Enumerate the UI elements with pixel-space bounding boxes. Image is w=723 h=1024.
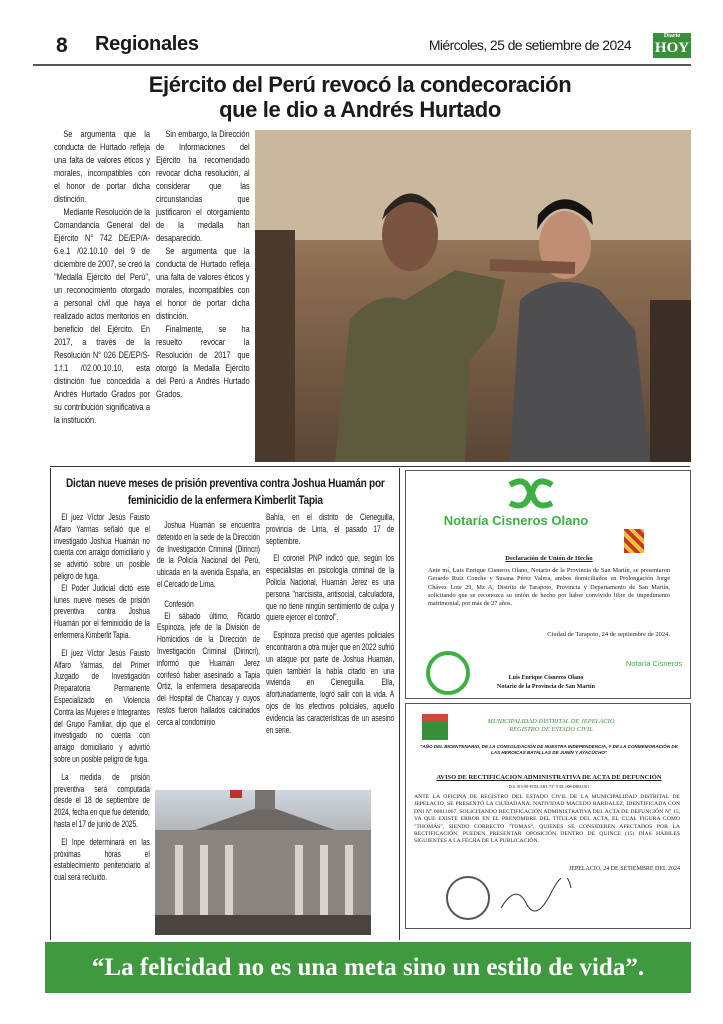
year-motto: "AÑO DEL BICENTENARIO, DE LA CONSOLIDACIÓN DE NUESTRA INDEPENDENCIA, Y DE LA CONMEMORACIÓN DE LAS HEROICAS BATALLAS DE JUNÍN Y AYACUCHO": [420, 744, 678, 755]
header-rule: [33, 64, 691, 66]
story1-column-2: [156, 128, 250, 401]
paragraph: El Poder Judicial dictó este lunes nueve meses de prisión preventiva contra Joshua Huamán por el feminicidio de la enfermera Kimberlit Tapia.: [54, 582, 150, 640]
notice-place-date: JEPELACIO, 24 DE SETIEMBRE DEL 2024: [568, 866, 680, 872]
org-line: MUNICIPALIDAD DISTRITAL DE JEPELACIO: [487, 718, 615, 725]
headline-line: Ejército del Perú revocó la condecoración: [148, 72, 572, 97]
signature-icon: [496, 878, 576, 918]
municipal-notice: [405, 703, 691, 929]
paragraph: Sin embargo, la Dirección de Informaciones del Ejército ha recomendado revocar dicha resolución, al considerar que las circunstancias que justificaron el otorgamiento de la medalla han desaparecido.: [156, 129, 250, 244]
paragraph: El juez Víctor Jesús Fausto Alfaro Yarmas, del Primer Juzgado de Investigación Preparatoria Permanente Especializado en Violencia Contra las Mujeres e Integrantes del Grupo Familiar, dijo que el investigado no cuenta con arraigo domiciliario y advirtió sobre un posible peligro de fuga.: [54, 647, 150, 764]
registry-seal-icon: [446, 876, 490, 920]
paragraph: El sábado último, Ricardo Espinoza, jefe de la División de Homicidios de la Dirección de Investigación Criminal (Dirincri), informó que Huamán Jerez confesó haber asesinado a Tapia Ortiz, la enfermera desaparecida del Hospital de Chancay y cuyos restos fueron hallados calcinados cerca al condominio: [157, 610, 260, 727]
issue-date: Miércoles, 25 de setiembre de 2024: [428, 37, 631, 53]
story1-headline: [100, 72, 620, 122]
subheading: Confesión: [164, 598, 194, 609]
paragraph: El Inpe determinará en las próximas horas el establecimiento penitenciario al cual será recluido.: [54, 836, 150, 883]
notice-title: Declaración de Unión de Hecho: [505, 555, 593, 562]
notice-body: Ante mí, Luis Enrique Cisneros Olano, Notario de la Provincia de San Martín, se presentaron Gerardo Ruiz Conche y Susana Pérez Valera, ambos domiciliados en Prolongación Jorge Chávez Lote 29, Mz A, Distrito de Tarapoto, Provincia y Departamento de San Martín, solicitando que se reconozca su unión de hecho por haber convivido libre de impedimento matrimonial, por más de 27 años.: [428, 567, 670, 608]
paragraph: Se argumenta que la conducta de Hurtado refleja una falta de valores éticos y morales, incompatibles con el honor de portar dicha distinción.: [54, 129, 150, 205]
notary-brand: Notaría Cisneros Olano: [443, 513, 589, 528]
paragraph: Finalmente, se ha resuelto revocar la Resolución de 2017 que otorgó la Medalla Ejército del Perú a Andrés Hurtado Grados.: [156, 324, 250, 400]
story2-headline: Dictan nueve meses de prisión preventiva contra Joshua Huamán por feminicidio de la enfermera Kimberlit Tapia: [65, 476, 385, 507]
paragraph: La medida de prisión preventiva será computada desde el 18 de septiembre de 2024, fecha en que fue detenido, hasta el 17 de junio de 2025.: [54, 771, 150, 829]
notice-body: ANTE LA OFICINA DE REGISTRO DEL ESTADO CIVIL DE LA MUNICIPALIDAD DISTRITAL DE JEPELACIO, SE PRESENTÓ LA CIUDADANA: NATIVIDAD MACEDO BARDALEZ, IDENTIFICADA CON DNI N° 00811067, SOLICITANDO RECTIFICACIÓN ADMINISTRATIVA DEL ACTA DE DEFUNCIÓN N° 15, YA QUE EXISTE ERROR EN EL PRENOMBRE DEL TITULAR DEL ACTA, EL CUAL FIGURA COMO "THOMÁS", SIENDO CORRECTO "TOMAS", QUIENES SE CONSIDEREN AFECTADOS POR LA RECTIFICACIÓN, PUEDEN PRESENTAR OPOSICIÓN DENTRO DE QUINCE (15) DÍAS HÁBILES SIGUIENTES A LA FECHA DE LA PUBLICACIÓN.: [414, 794, 680, 845]
signer-name: Luis Enrique Cisneros Olano: [508, 675, 584, 681]
notice-place-date: Ciudad de Tarapoto, 24 de septiembre de 2024.: [547, 631, 670, 638]
municipal-emblem-icon: [422, 714, 448, 740]
notice-title: AVISO DE RECTIFICACION ADMINISTRATIVA DE ACTA DE DEFUNCIÓN: [436, 774, 662, 781]
page-number: 8: [56, 34, 68, 57]
notary-notice: [405, 470, 691, 699]
story2-column-1: [54, 512, 150, 890]
building-illustration: [155, 790, 371, 935]
quote-banner: “La felicidad no es una meta sino un estilo de vida”.: [45, 942, 691, 993]
municipality-name: [451, 718, 651, 734]
paragraph: El coronel PNP indicó que, según los especialistas en psicología criminal de la Policía Nacional, Huamán Jerez es una persona "narcisista, antisocial, calculadora, que no tiene ningún sentimiento de culpa y quiere ejercer el control".: [266, 553, 395, 623]
ceremony-photo-illustration: [255, 130, 691, 462]
paragraph: Joshua Huamán se encuentra detenido en la sede de la Dirección de Investigación Criminal (Dirincri) de la Policía Nacional del Perú, ubicada en la avenida España, en el Cercado de Lima.: [157, 520, 260, 589]
section-name: Regionales: [95, 33, 199, 55]
newspaper-logo: [653, 33, 691, 58]
signer-title: Notario de la Provincia de San Martín: [497, 684, 595, 690]
story1-column-1: [54, 128, 150, 427]
legal-reference: D.S. 015-98-PCM, ART. 73° Y DL 008-DIRCO01: [508, 784, 590, 789]
notary-stamp-text: Notaría Cisneros: [625, 659, 683, 668]
logo-small-text: Diario: [663, 33, 681, 39]
paragraph: Se argumenta que la conducta de Hurtado refleja una falta de valores éticos y morales, incompatibles con el honor de portar dicha distinción.: [156, 246, 250, 322]
story2-column-2: [157, 520, 260, 735]
story2-column-3: [266, 512, 394, 742]
logo-main-text: HOY: [654, 40, 690, 56]
notary-logo-icon: [506, 477, 556, 511]
paragraph: Espinoza precisó que agentes policiales encontraron a otra mujer que en 2022 sufrió un ataque por parte de Joshua Huamán, quien también la había citado en una vivienda en Cieneguilla. Ella, afortunadamente, logró salir con la vida. A ojos de los efectivos policiales, aquello evidencia las características de un asesino en serie.: [266, 630, 395, 735]
org-line: REGISTRO DE ESTADO CIVIL: [509, 726, 593, 733]
coat-of-arms-icon: [624, 529, 644, 553]
courthouse-photo: [155, 790, 371, 935]
notary-seal-icon: [426, 651, 470, 695]
story1-photo: [255, 130, 691, 462]
paragraph: El juez Víctor Jesús Fausto Alfaro Yarmas señaló que el investigado Joshua Huamán no cuenta con arraigo domiciliario y se advirtió sobre un posible peligro de fuga.: [54, 512, 150, 581]
section-divider: [50, 466, 690, 467]
paragraph: Bahía, en el distrito de Cieneguilla, provincia de Lima, el pasado 17 de septiembre.: [266, 512, 395, 546]
paragraph: Mediante Resolución de la Comandancia General del Ejército N° 742 DE/EP/A-6.e.1 /02.10.10 del 9 de diciembre de 2007, se creó la "Medalla Ejército del Perú", un reconocimiento otorgado a personal civil que haya realizado actos meritorios en beneficio del Ejército. En 2017, a través de la Resolución N° 026 DE/EP/S-1.f.1 /02.00.10.10, esta distinción fue concedida a Andrés Hurtado Grados por su contribución significativa a la institución.: [54, 207, 150, 426]
headline-line: que le dio a Andrés Hurtado: [219, 97, 501, 122]
